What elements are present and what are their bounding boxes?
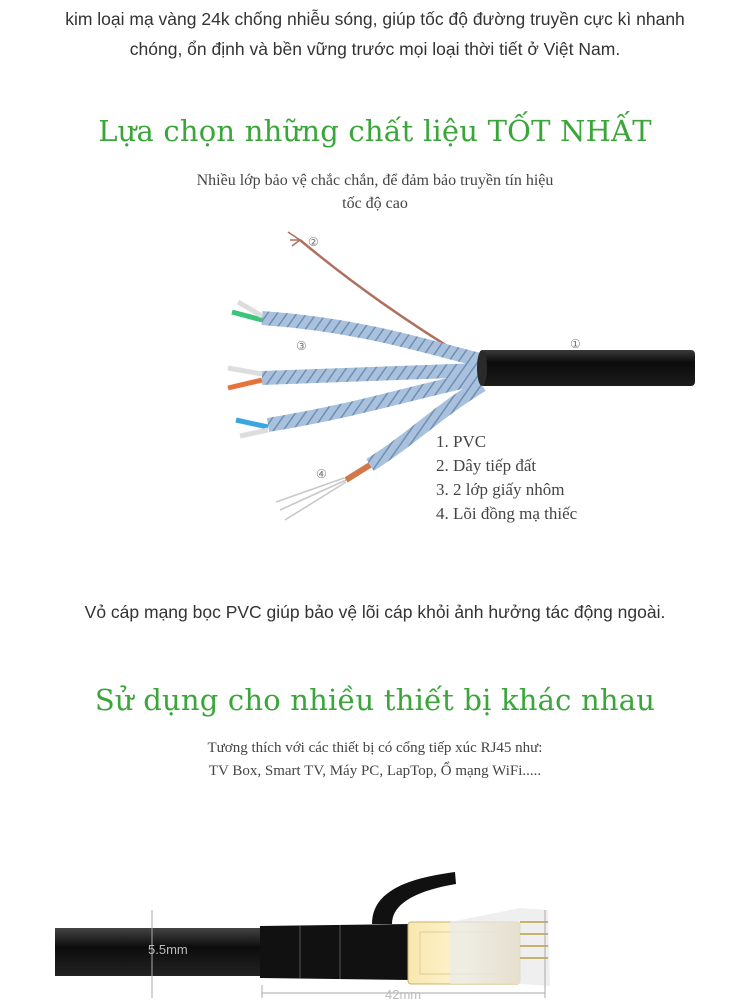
- subtitle-line-2: tốc độ cao: [342, 195, 408, 212]
- intro-line-1: kim loại mạ vàng 24k chống nhiễu sóng, giúp tốc độ đường truyền cực kì nhanh: [65, 9, 685, 29]
- intro-line-2: chóng, ổn định và bền vững trước mọi loại thời tiết ở Việt Nam.: [129, 39, 621, 59]
- wire-brown-tip: [346, 465, 370, 480]
- rj45-connector-illustration: [0, 850, 750, 1000]
- marker-4: ④: [316, 467, 327, 481]
- section-title-devices: Sử dụng cho nhiều thiết bị khác nhau: [94, 683, 656, 717]
- subtitle-line-1: Nhiều lớp bảo vệ chắc chắn, để đảm bảo truyền tín hiệu: [196, 172, 554, 189]
- pvc-caption: Vỏ cáp mạng bọc PVC giúp bảo vệ lõi cáp khỏi ảnh hưởng tác động ngoài.: [84, 602, 666, 622]
- devices-line-1: Tương thích với các thiết bị có cổng tiếp xúc RJ45 như:: [207, 740, 543, 756]
- section-subtitle-devices: [0, 737, 750, 783]
- latch-clip: [372, 872, 456, 924]
- connector-boot: [260, 924, 410, 980]
- legend-item-1: 1. PVC: [436, 432, 487, 451]
- marker-1: ①: [570, 337, 581, 351]
- wire-blue-tip: [236, 420, 268, 427]
- legend-item-2: 2. Dây tiếp đất: [436, 456, 537, 475]
- copper-strands: [276, 478, 346, 520]
- length-label: 42mm: [385, 987, 422, 1000]
- intro-paragraph: [0, 4, 750, 64]
- devices-line-2: TV Box, Smart TV, Máy PC, LapTop, Ổ mạng WiFi.....: [208, 763, 542, 779]
- foil-pair-1: [262, 318, 480, 360]
- marker-2: ②: [308, 235, 319, 249]
- section-subtitle-materials: [0, 169, 750, 215]
- legend-item-4: 4. Lõi đồng mạ thiếc: [436, 504, 578, 523]
- materials-legend: [436, 430, 577, 526]
- diameter-label: 5.5mm: [148, 942, 188, 957]
- section-title-materials: Lựa chọn những chất liệu TỐT NHẤT: [98, 114, 652, 148]
- cable-structure-illustration: [0, 220, 750, 550]
- legend-item-3: 3. 2 lớp giấy nhôm: [436, 480, 565, 499]
- pvc-jacket: [480, 350, 695, 386]
- marker-3: ③: [296, 339, 307, 353]
- wire-orange-tip: [228, 380, 262, 388]
- foil-pair-2: [262, 370, 480, 378]
